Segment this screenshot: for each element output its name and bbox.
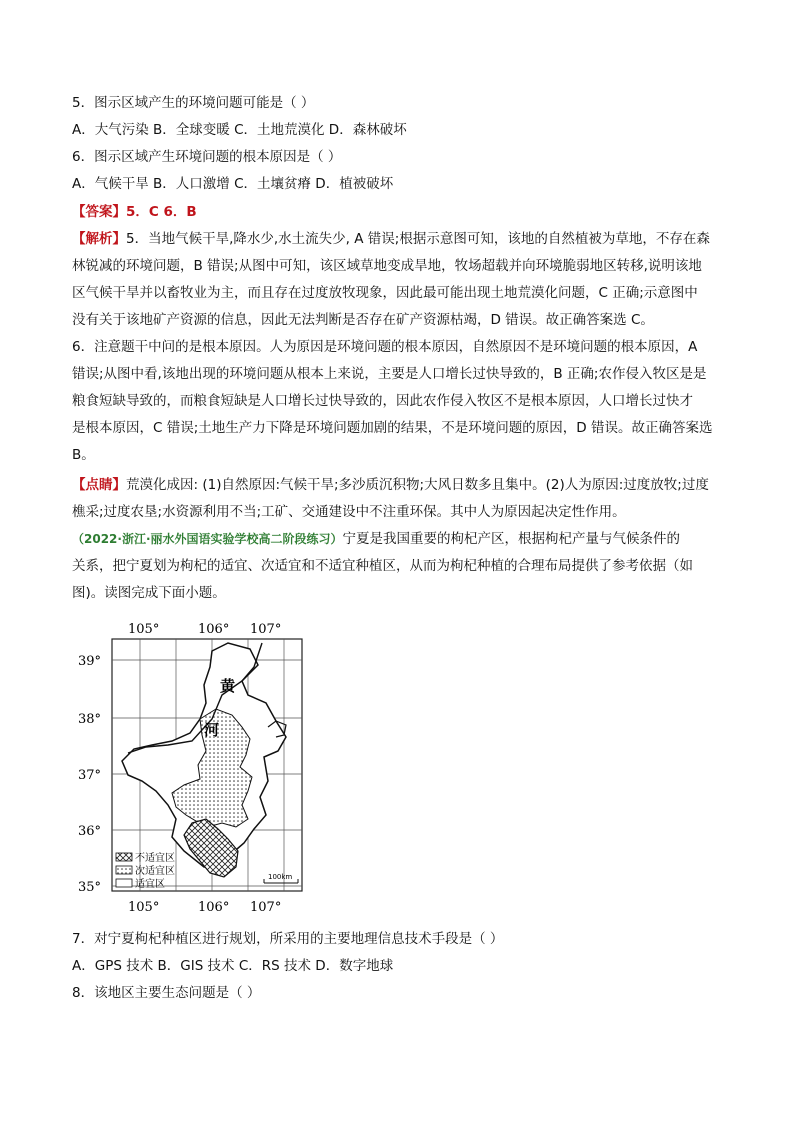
- legend-suitable: 适宜区: [135, 879, 165, 890]
- q6-stem: 6．图示区域产生环境问题的根本原因是（ ）: [72, 149, 342, 165]
- analysis-line-6: 错误;从图中看,该地出现的环境问题从根本上来说，主要是人口增长过快导致的，B 正确;农作侵入牧区是是: [72, 366, 707, 382]
- legend-swatch-suitable: [116, 879, 132, 887]
- passage-source: （2022·浙江·丽水外国语实验学校高二阶段练习）: [72, 532, 343, 546]
- lon-label-106-top: 106°: [198, 622, 230, 637]
- answer-line: [72, 203, 724, 221]
- lon-label-107-top: 107°: [250, 622, 282, 637]
- tip-tag: 【点睛】: [72, 477, 126, 493]
- ningxia-map: [72, 615, 312, 915]
- passage-line-3: 图)。读图完成下面小题。: [72, 585, 226, 601]
- q6-options: A．气候干旱 B．人口激增 C．土壤贫瘠 D．植被破坏: [72, 176, 394, 192]
- tip-line-1: 【点睛】荒漠化成因: (1)自然原因:气候干旱;多沙质沉积物;大风日数多且集中。(2)人为原因:过度放牧;过度: [72, 477, 709, 493]
- lat-label-38: 38°: [78, 712, 102, 727]
- lon-label-106-bottom: 106°: [198, 900, 230, 915]
- analysis-line-3: 区气候干旱并以畜牧业为主，而且存在过度放牧现象，因此最可能出现土地荒漠化问题，C 正确;示意图中: [72, 285, 698, 301]
- legend-sub-suitable: 次适宜区: [135, 866, 175, 877]
- analysis-line-2: 林锐减的环境问题，B 错误;从图中可知，该区域草地变成旱地，牧场超载并向环境脆弱地区转移,说明该地: [72, 258, 702, 274]
- analysis-tag: 【解析】: [72, 231, 126, 247]
- lon-label-105-bottom: 105°: [128, 900, 160, 915]
- scale-label: 100km: [268, 873, 293, 881]
- analysis-line-8: 是根本原因，C 错误;土地生产力下降是环境问题加剧的结果，不是环境问题的原因，D 错误。故正确答案选: [72, 420, 713, 436]
- analysis-line-7: 粮食短缺导致的，而粮食短缺是人口增长过快导致的，因此农作侵入牧区不是根本原因，人口增长过快才: [72, 393, 693, 409]
- analysis-line-5: 6．注意题干中问的是根本原因。人为原因是环境问题的根本原因，自然原因不是环境问题的根本原因，A: [72, 339, 698, 355]
- analysis-line-1: 【解析】5．当地气候干旱,降水少,水土流失少, A 错误;根据示意图可知，该地的自然植被为草地，不存在森: [72, 231, 710, 247]
- river-label-huang: 黄: [220, 677, 236, 695]
- analysis-line-9: B。: [72, 447, 95, 463]
- river-label-he: 河: [204, 721, 220, 739]
- analysis-line-4: 没有关于该地矿产资源的信息，因此无法判断是否存在矿产资源枯竭，D 错误。故正确答案选 C。: [72, 312, 654, 328]
- lat-label-37: 37°: [78, 768, 102, 783]
- lat-label-39: 39°: [78, 654, 102, 669]
- q5-options: A．大气污染 B．全球变暖 C．土地荒漠化 D．森林破坏: [72, 122, 407, 138]
- answer-tag: 【答案】: [72, 204, 126, 220]
- tip-line-2: 樵采;过度农垦;水资源利用不当;工矿、交通建设中不注重环保。其中人为原因起决定性作用。: [72, 504, 626, 520]
- ningxia-map-svg: [72, 615, 312, 915]
- legend-swatch-sub-suitable: [116, 866, 132, 874]
- lon-label-107-bottom: 107°: [250, 900, 282, 915]
- lat-label-36: 36°: [78, 824, 102, 839]
- lat-label-35: 35°: [78, 880, 102, 895]
- q7-options: A．GPS 技术 B．GIS 技术 C．RS 技术 D．数字地球: [72, 958, 394, 974]
- q5-stem: 5．图示区域产生的环境问题可能是（ ）: [72, 95, 315, 111]
- legend-unsuitable: 不适宜区: [135, 853, 175, 864]
- passage-line-2: 关系，把宁夏划为枸杞的适宜、次适宜和不适宜种植区，从而为枸杞种植的合理布局提供了参考依据（如: [72, 558, 693, 574]
- legend-swatch-unsuitable: [116, 853, 132, 861]
- q8-stem: 8．该地区主要生态问题是（ ）: [72, 985, 261, 1001]
- passage-line-1: （2022·浙江·丽水外国语实验学校高二阶段练习）宁夏是我国重要的枸杞产区，根据枸杞产量与气候条件的: [72, 531, 681, 547]
- q7-stem: 7．对宁夏枸杞种植区进行规划，所采用的主要地理信息技术手段是（ ）: [72, 931, 504, 947]
- lon-label-105-top: 105°: [128, 622, 160, 637]
- answer-text: 5．C 6．B: [126, 204, 197, 220]
